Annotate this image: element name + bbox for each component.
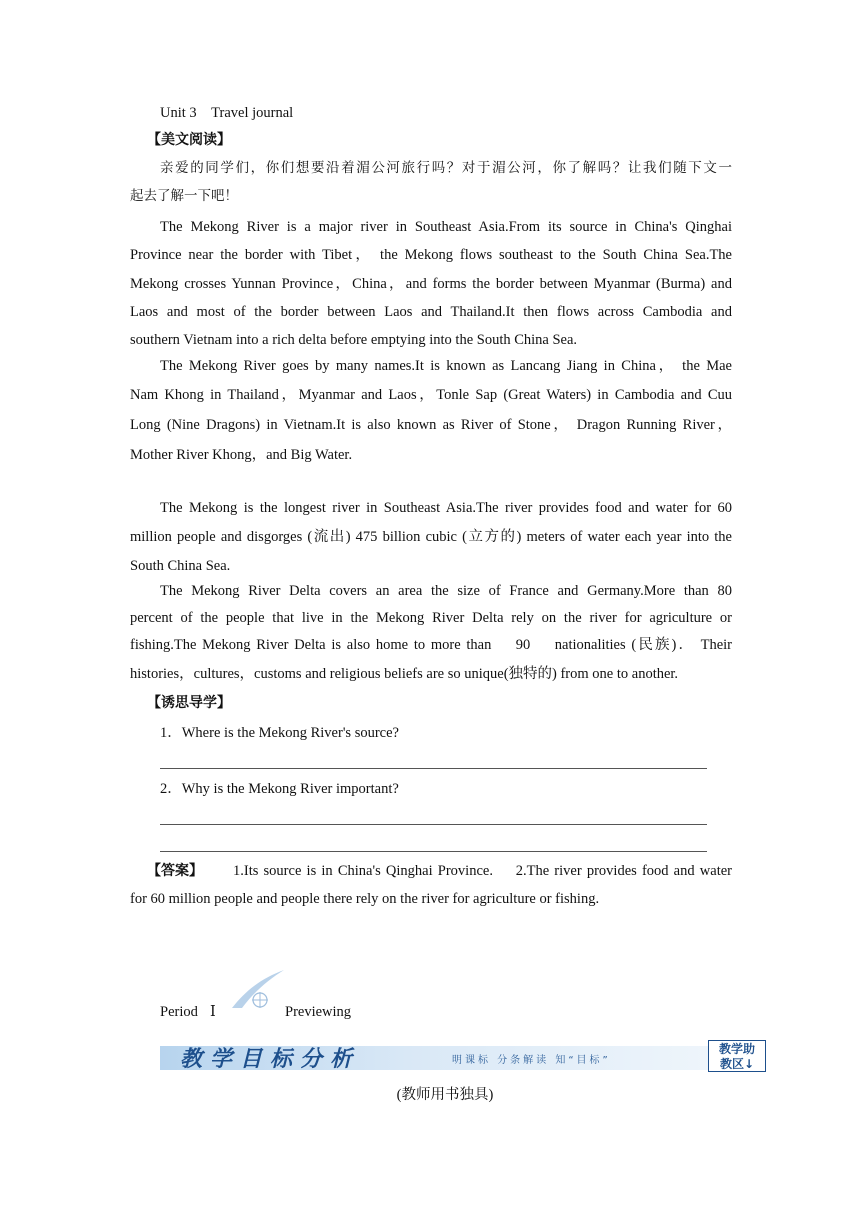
answer-label: 【答案】: [147, 863, 203, 879]
question-2: 2．Why is the Mekong River important?: [160, 781, 399, 797]
period-name: Previewing: [285, 1004, 352, 1020]
banner-subtitle: 明课标 分条解读 知“目标”: [452, 1055, 611, 1066]
para2-line-3: Long (Nine Dragons) in Vietnam.It is also known as River of Stone， Dragon Running River，: [130, 417, 732, 433]
answer-blank-line-2: [160, 824, 707, 825]
intro-line-1: 亲爱的同学们，你们想要沿着湄公河旅行吗？对于湄公河，你了解吗？让我们随下文一: [160, 160, 732, 176]
answer-blank-line-1: [160, 768, 707, 769]
para4-line-2: percent of the people that live in the Mekong River Delta rely on the river for agriculture or: [130, 610, 732, 626]
period-label: Period: [160, 1004, 198, 1020]
para1-line-5: southern Vietnam into a rich delta before emptying into the South China Sea.: [130, 332, 578, 348]
para1-line-1: The Mekong River is a major river in Southeast Asia.From its source in China's Qinghai: [160, 219, 732, 235]
period-numeral: Ⅰ: [210, 1004, 216, 1020]
banner-title: 教学目标分析: [180, 1046, 361, 1072]
teaching-aid-box: [708, 1040, 766, 1072]
para4-line-4: histories，cultures，customs and religious beliefs are so unique(独特的) from one to another.: [130, 666, 679, 682]
teaching-aid-box-line-1: 教学助: [718, 1042, 755, 1056]
teaching-goals-banner: [160, 1040, 768, 1074]
para1-line-2: Province near the border with Tibet， the Mekong flows southeast to the South China Sea.The: [130, 247, 732, 263]
section-heading-reading: 【美文阅读】: [147, 132, 231, 148]
para4-line-3: fishing.The Mekong River Delta is also home to more than 90 nationalities (民族)． Their: [130, 637, 732, 653]
para2-line-4: Mother River Khong，and Big Water.: [130, 447, 353, 463]
teacher-note: (教师用书独具): [396, 1087, 494, 1103]
section-heading-guide: 【诱思导学】: [147, 695, 231, 711]
answer-line-1: 1.Its source is in China's Qinghai Province. 2.The river provides food and water: [233, 863, 732, 879]
para4-line-1: The Mekong River Delta covers an area the size of France and Germany.More than 80: [160, 583, 732, 599]
teaching-aid-box-line-2: 教区↓: [719, 1057, 755, 1071]
unit-title: Unit 3 Travel journal: [160, 105, 294, 121]
para3-line-3: South China Sea.: [130, 558, 231, 574]
para3-line-2: million people and disgorges (流出) 475 billion cubic (立方的) meters of water each year into the: [130, 529, 732, 545]
para1-line-4: Laos and most of the border between Laos and Thailand.It then flows across Cambodia and: [130, 304, 732, 320]
para2-line-1: The Mekong River goes by many names.It is known as Lancang Jiang in China， the Mae: [160, 358, 732, 374]
compass-swoosh-icon: [228, 968, 286, 1012]
para3-line-1: The Mekong is the longest river in Southeast Asia.The river provides food and water for 60: [160, 500, 732, 516]
answer-line-2: for 60 million people and people there rely on the river for agriculture or fishing.: [130, 891, 600, 907]
intro-line-2: 起去了解一下吧！: [130, 188, 238, 204]
answer-blank-line-3: [160, 851, 707, 852]
question-1: 1．Where is the Mekong River's source?: [160, 725, 399, 741]
para1-line-3: Mekong crosses Yunnan Province，China，and forms the border between Myanmar (Burma) and: [130, 276, 732, 292]
para2-line-2: Nam Khong in Thailand，Myanmar and Laos，Tonle Sap (Great Waters) in Cambodia and Cuu: [130, 387, 732, 403]
